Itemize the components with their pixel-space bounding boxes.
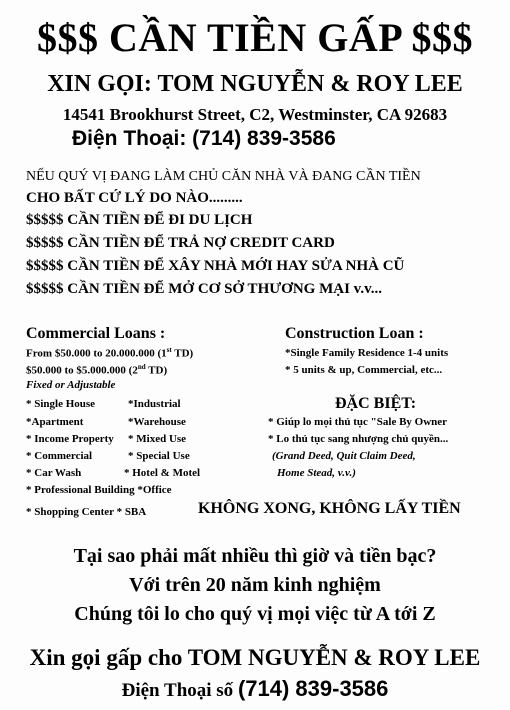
property-type: * Car Wash (26, 467, 82, 479)
final-phone (0, 676, 510, 702)
construction-heading: Construction Loan : (285, 325, 424, 342)
rate-type: Fixed or Adjustable (26, 379, 116, 391)
special-item: * Lo thủ tục sang nhượng chủ quyền... (268, 433, 449, 445)
property-type: *Industrial (128, 398, 181, 410)
headline: $$$ CẦN TIỀN GẤP $$$ (37, 15, 473, 60)
property-type: * Special Use (128, 450, 190, 462)
closing-line: Tại sao phải mất nhiều thì giờ và tiền bạc? (73, 545, 437, 567)
final-call: Xin gọi gấp cho TOM NGUYỄN & ROY LEE (29, 645, 481, 670)
address: 14541 Brookhurst Street, C2, Westminster, CA 92683 (62, 105, 448, 124)
reason-item: $$$$$ CẦN TIỀN ĐỂ ĐI DU LỊCH (26, 212, 253, 228)
property-type: *Warehouse (128, 416, 186, 428)
reason-item: $$$$$ CẦN TIỀN ĐỂ TRẢ NỢ CREDIT CARD (26, 235, 335, 251)
range-2-text: $50.000 to $5.000.000 (2 (26, 364, 138, 377)
intro-line-1: NẾU QUÝ VỊ ĐANG LÀM CHỦ CĂN NHÀ VÀ ĐANG CẦN TIỀN (26, 169, 421, 184)
reason-item: $$$$$ CẦN TIỀN ĐỂ XÂY NHÀ MỚI HAY SỬA NHÀ CŨ (26, 258, 405, 274)
range-1-sup: st (166, 346, 172, 354)
property-type: * Mixed Use (128, 433, 187, 445)
deed-types-1: (Grand Deed, Quit Claim Deed, (272, 450, 416, 462)
property-type: * Hotel & Motel (124, 467, 201, 479)
closing-line: Với trên 20 năm kinh nghiệm (129, 574, 381, 596)
range-2-end: TD) (145, 364, 168, 377)
phone-line: Điện Thoại: (714) 839-3586 (72, 127, 336, 150)
construction-item: *Single Family Residence 1-4 units (285, 347, 449, 359)
professional-building: * Professional Building *Office (26, 484, 172, 496)
special-heading: ĐẶC BIỆT: (335, 395, 417, 412)
property-type: * Single House (26, 398, 96, 410)
commercial-range-2 (26, 363, 167, 377)
commercial-range-1 (26, 346, 193, 360)
deed-types-2: Home Stead, v.v.) (277, 467, 356, 479)
range-1-end: TD) (171, 347, 194, 360)
range-2-sup: nd (137, 363, 146, 371)
commercial-heading: Commercial Loans : (26, 325, 166, 342)
property-type: * Income Property (26, 433, 114, 445)
range-1-text: From $50.000 to 20.000.000 (1 (26, 347, 167, 360)
intro-line-2: CHO BẤT CỨ LÝ DO NÀO......... (26, 190, 243, 206)
no-fee-guarantee: KHÔNG XONG, KHÔNG LẤY TIỀN (198, 500, 461, 517)
contact-line: XIN GỌI: TOM NGUYỄN & ROY LEE (47, 71, 463, 97)
reason-item: $$$$$ CẦN TIỀN ĐỂ MỞ CƠ SỞ THƯƠNG MẠI v.v... (26, 281, 383, 297)
special-item: * Giúp lo mọi thủ tục "Sale By Owner (268, 416, 448, 428)
final-phone-number: (714) 839-3586 (237, 676, 389, 701)
property-type: *Apartment (26, 416, 84, 428)
final-phone-label: Điện Thoại số (121, 680, 238, 701)
construction-item: * 5 units & up, Commercial, etc... (285, 364, 443, 376)
shopping-center: * Shopping Center * SBA (26, 506, 147, 518)
closing-line: Chúng tôi lo cho quý vị mọi việc từ A tới Z (74, 603, 436, 625)
property-type: * Commercial (26, 450, 93, 462)
